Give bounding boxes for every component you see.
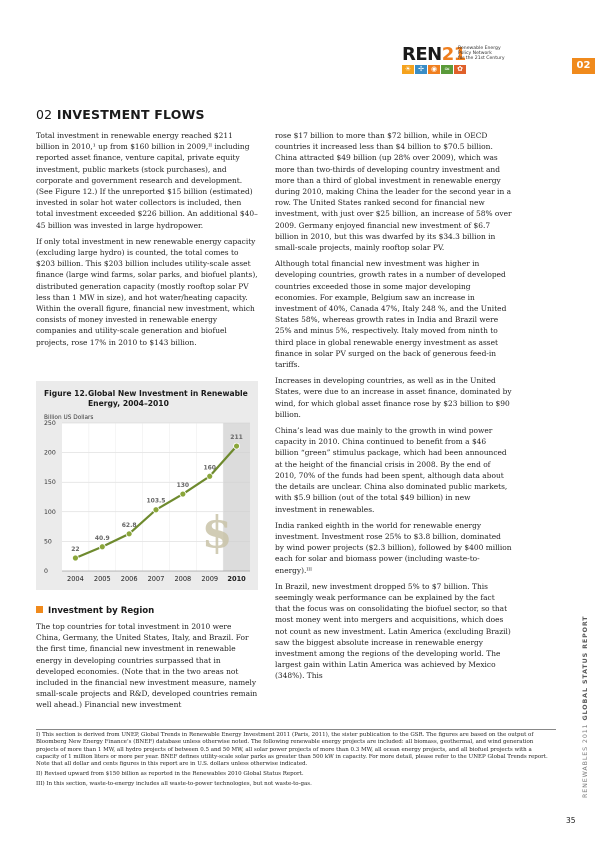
left-column [36,130,258,353]
data-label: 130 [176,482,190,490]
biomass-icon: ◉ [428,65,440,74]
figure-header [36,381,258,411]
data-label: 103.5 [146,497,166,505]
data-label: 62.8 [121,521,137,529]
x-tick-label: 2009 [201,575,219,583]
chapter-tab: 02 [572,58,595,74]
subsection-heading: Investment by Region [36,606,154,616]
ren21-logo [402,44,552,72]
x-tick-label: 2005 [93,575,111,583]
footnotes [36,732,556,791]
paragraph: Increases in developing countries, as well as in the United States, were due to an increase in asset finance, dominated by wind, for which global asset finance rose by $23 billion to $90 billion. [275,376,512,419]
figure-title: Global New Investment in Renewable Energy, 2004–2010 [88,389,248,408]
paragraph: If only total investment in new renewable energy capacity (excluding large hydro) is counted, the total comes to $203 billion. This $203 billion includes utility-scale asset finance (large wind farms, solar parks, and biofuel plants), distributed generation capacity (mostly rooftop solar PV less than 1 MW in size), and hot water/heating capacity. Within the overall figure, financial new investment, which consists of money invested in renewable energy companies and utility-scale generation and biofuel projects, rose 17% in 2010 to $143 billion. [36,236,258,347]
data-point [234,443,240,449]
x-tick-label: 2007 [147,575,165,583]
data-point [180,491,186,497]
wave-icon: ≈ [441,65,453,74]
page-number: 35 [566,816,576,825]
paragraph: China’s lead was due mainly to the growth in wind power capacity in 2010. China continued to benefit from a $46 billion “green” stimulus package, which had been announced at the height of the financial crisis in 2008. By the end of 2010, 70% of the funds had been spent, although data about the details are unclear. China also dominated public markets, with $5.9 billion (out of the total $49 billion) in new investment in renewables. [275,426,508,514]
left-column-lower [36,621,258,716]
x-tick-label: 2010 [227,575,246,583]
sun-icon: ☀ [402,65,414,74]
report-side-label: RENEWABLES 2011 GLOBAL STATUS REPORT [582,615,589,798]
paragraph: India ranked eighth in the world for renewable energy investment. Investment rose 25% to $3.8 billion, dominated by wind power projects ($2.3 billion), followed by $400 million each for solar and biomass power (including waste-to-energy).ᴵᴵᴵ [275,520,512,575]
data-point [207,473,213,479]
logo-wordmark: REN21 [402,44,466,65]
footnote: II) Revised upward from $150 billion as reported in the Renewables 2010 Global Status Report. [36,770,304,777]
y-tick-label: 100 [44,508,56,516]
y-axis-label: Billion US Dollars [44,415,94,421]
data-label: 160 [203,464,216,472]
leaf-icon: ✿ [454,65,466,74]
paragraph: Although total financial new investment was higher in developing countries, growth rates in a number of developed countries exceeded those in some major developing economies. For example, Belgium saw an increase in investment of 40%, Canada 47%, Italy 248 %, and the United States 58%, whereas growth rates in India and Brazil were 25% and minus 5%, respectively. Italy moved from ninth to third place in global renewable energy investment as asset finance in solar PV surged on the back of generous feed-in tariffs. [275,259,507,370]
y-tick-label: 150 [44,479,56,487]
paragraph: Total investment in renewable energy reached $211 billion in 2010,¹ up from $160 billion in 2009,ᴵᴵ including reported asset finance, venture capital, private equity investment, public markets (stock purchases), and corporate and government research and development. (See Figure 12.) If the unreported $15 billion (estimated) invested in solar hot water collectors is included, then total investment exceeded $226 billion. An additional $40–45 billion was invested in large hydropower. [36,131,258,230]
y-tick-label: 250 [44,420,56,427]
logo-tagline: Renewable Energy Policy Network for the 21st Century [458,46,505,61]
logo-icon-strip [402,65,466,74]
wind-turbine-icon: ✢ [415,65,427,74]
paragraph: In Brazil, new investment dropped 5% to $7 billion. This seemingly weak performance can be explained by the fact that the focus was on consolidating the biofuel sector, so that most money went into mergers and acquisitions, which does not count as new investment. Latin America (excluding Brazil) saw the biggest absolute increase in renewable energy investment among the regions of the developing world. The largest gain within Latin America was achieved by Mexico (348%). This [275,581,511,681]
figure-label: Figure 12. [44,389,88,398]
y-tick-label: 50 [44,538,52,546]
y-tick-label: 200 [44,449,56,457]
data-point [99,544,105,550]
paragraph: rose $17 billion to more than $72 billion, while in OECD countries it increased less than $4 billion to $70.5 billion. China attracted $49 billion (up 28% over 2009), which was more than two-thirds of developing country investment and more than a third of global investment in renewable energy during 2010, making China the leader for the second year in a row. The United States ranked second for financial new investment, with just over $25 billion, an increase of 58% over 2009. Germany enjoyed financial new investment of $6.7 billion in 2010, but this was dwarfed by its $34.3 billion in small-scale projects, mainly rooftop solar PV. [275,131,512,253]
investment-line-chart [36,411,258,590]
footnote: III) In this section, waste-to-energy includes all waste-to-power technologies, but not waste-to-gas. [36,780,312,787]
footnote-rule [36,729,556,730]
x-tick-label: 2008 [174,575,192,583]
data-label: 22 [71,545,80,553]
data-label: 40.9 [94,534,110,542]
x-tick-label: 2004 [67,575,84,583]
right-column [275,130,512,687]
x-tick-label: 2006 [120,575,138,583]
paragraph: The top countries for total investment in 2010 were China, Germany, the United States, Italy, and Brazil. For the first time, financial new investment in renewable energy in developing countries surpassed that in developed economies. (Note that in the two areas not included in the financial new investment measure, namely small-scale projects and R&D, developed countries remain well ahead.) Financial new investment [36,622,258,710]
figure-12 [36,381,258,590]
section-title: 02 INVESTMENT FLOWS [36,107,205,122]
footnote: I) This section is derived from UNEP, Global Trends in Renewable Energy Investment 2011 (Paris, 2011), the sister publication to the GSR. The figures are based on the output of Bloomberg New Energy Finance’s (BNEF) database unless otherwise noted. The following renewable energy projects are included: all biomass, geothermal, and wind generation projects of more than 1 MW, all hydro projects of between 0.5 and 50 MW, all solar power projects of more than 0.3 MW, all ocean energy projects, and all biofuel projects with a capacity of 1 million liters or more per year. BNEF defines utility-scale solar parks as greater than 500 kW in capacity. For more detail, please refer to the UNEP Global Trends report. Note that all dollar and cents figures in this report are in U.S. dollars unless otherwise indicated. [36,732,548,768]
dollar-sign-decoration: $ [201,507,233,559]
orange-square-bullet [36,606,43,613]
data-point [126,531,132,537]
data-point [72,555,78,561]
data-point [153,507,159,513]
y-tick-label: 0 [44,568,48,575]
data-label: 211 [230,434,243,442]
